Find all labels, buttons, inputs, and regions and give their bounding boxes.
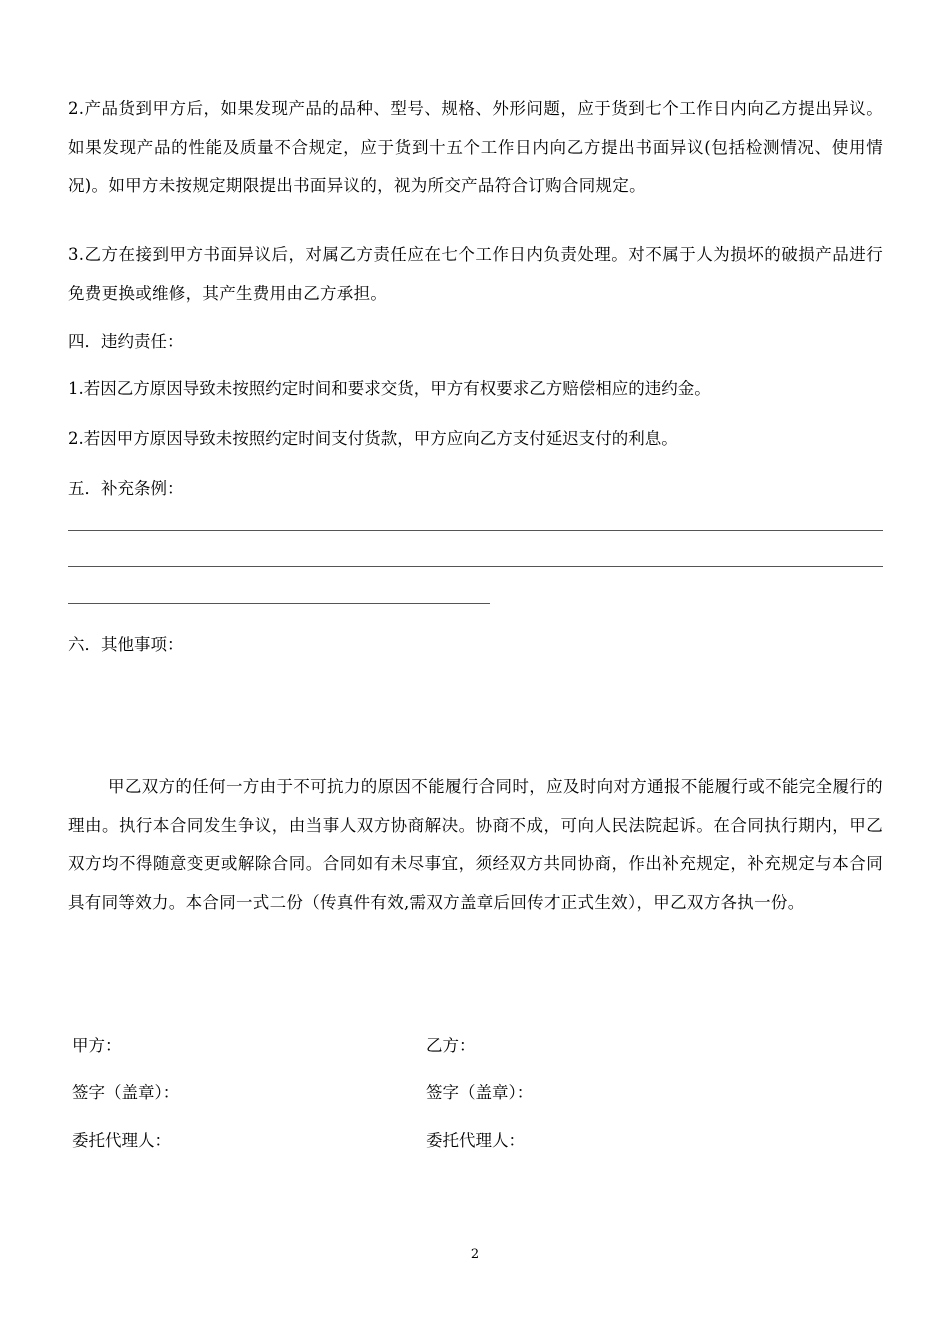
party-b-signature: 签字（盖章）：: [426, 1083, 534, 1102]
heading-breach-liability: 四．违约责任：: [68, 332, 184, 351]
party-a-agent: 委托代理人：: [72, 1131, 171, 1150]
clause-3: 3.乙方在接到甲方书面异议后，对属乙方责任应在七个工作日内负责处理。对不属于人为损坏的破损产品进行免费更换或维修，其产生费用由乙方承担。: [68, 245, 883, 303]
page-number: 2: [470, 1247, 480, 1262]
clause-2: 2.产品货到甲方后，如果发现产品的品种、型号、规格、外形问题，应于货到七个工作日内向乙方提出异议。如果发现产品的性能及质量不合规定，应于货到十五个工作日内向乙方提出书面异议(包括检测情况、使用情况)。如甲方未按规定期限提出书面异议的，视为所交产品符合订购合同规定。: [68, 99, 883, 195]
party-b-agent: 委托代理人：: [426, 1131, 525, 1150]
closing-paragraph: 甲乙双方的任何一方由于不可抗力的原因不能履行合同时，应及时向对方通报不能履行或不能完全履行的理由。执行本合同发生争议，由当事人双方协商解决。协商不成，可向人民法院起诉。在合同执行期内，甲乙双方均不得随意变更或解除合同。合同如有未尽事宜，须经双方共同协商，作出补充规定，补充规定与本合同具有同等效力。本合同一式二份（传真件有效,需双方盖章后回传才正式生效），甲乙双方各执一份。: [68, 777, 883, 912]
breach-item-2: 2.若因甲方原因导致未按照约定时间支付货款，甲方应向乙方支付延迟支付的利息。: [68, 429, 678, 448]
blank-line-2: [68, 566, 883, 567]
heading-other-matters: 六．其他事项：: [68, 635, 184, 654]
blank-line-1: [68, 530, 883, 531]
heading-supplementary-terms: 五．补充条例：: [68, 479, 184, 498]
breach-item-1: 1.若因乙方原因导致未按照约定时间和要求交货，甲方有权要求乙方赔偿相应的违约金。: [68, 379, 711, 398]
party-a-signature: 签字（盖章）：: [72, 1083, 180, 1102]
party-a-label: 甲方：: [72, 1036, 122, 1055]
blank-line-3: [68, 603, 490, 604]
party-b-label: 乙方：: [426, 1036, 476, 1055]
